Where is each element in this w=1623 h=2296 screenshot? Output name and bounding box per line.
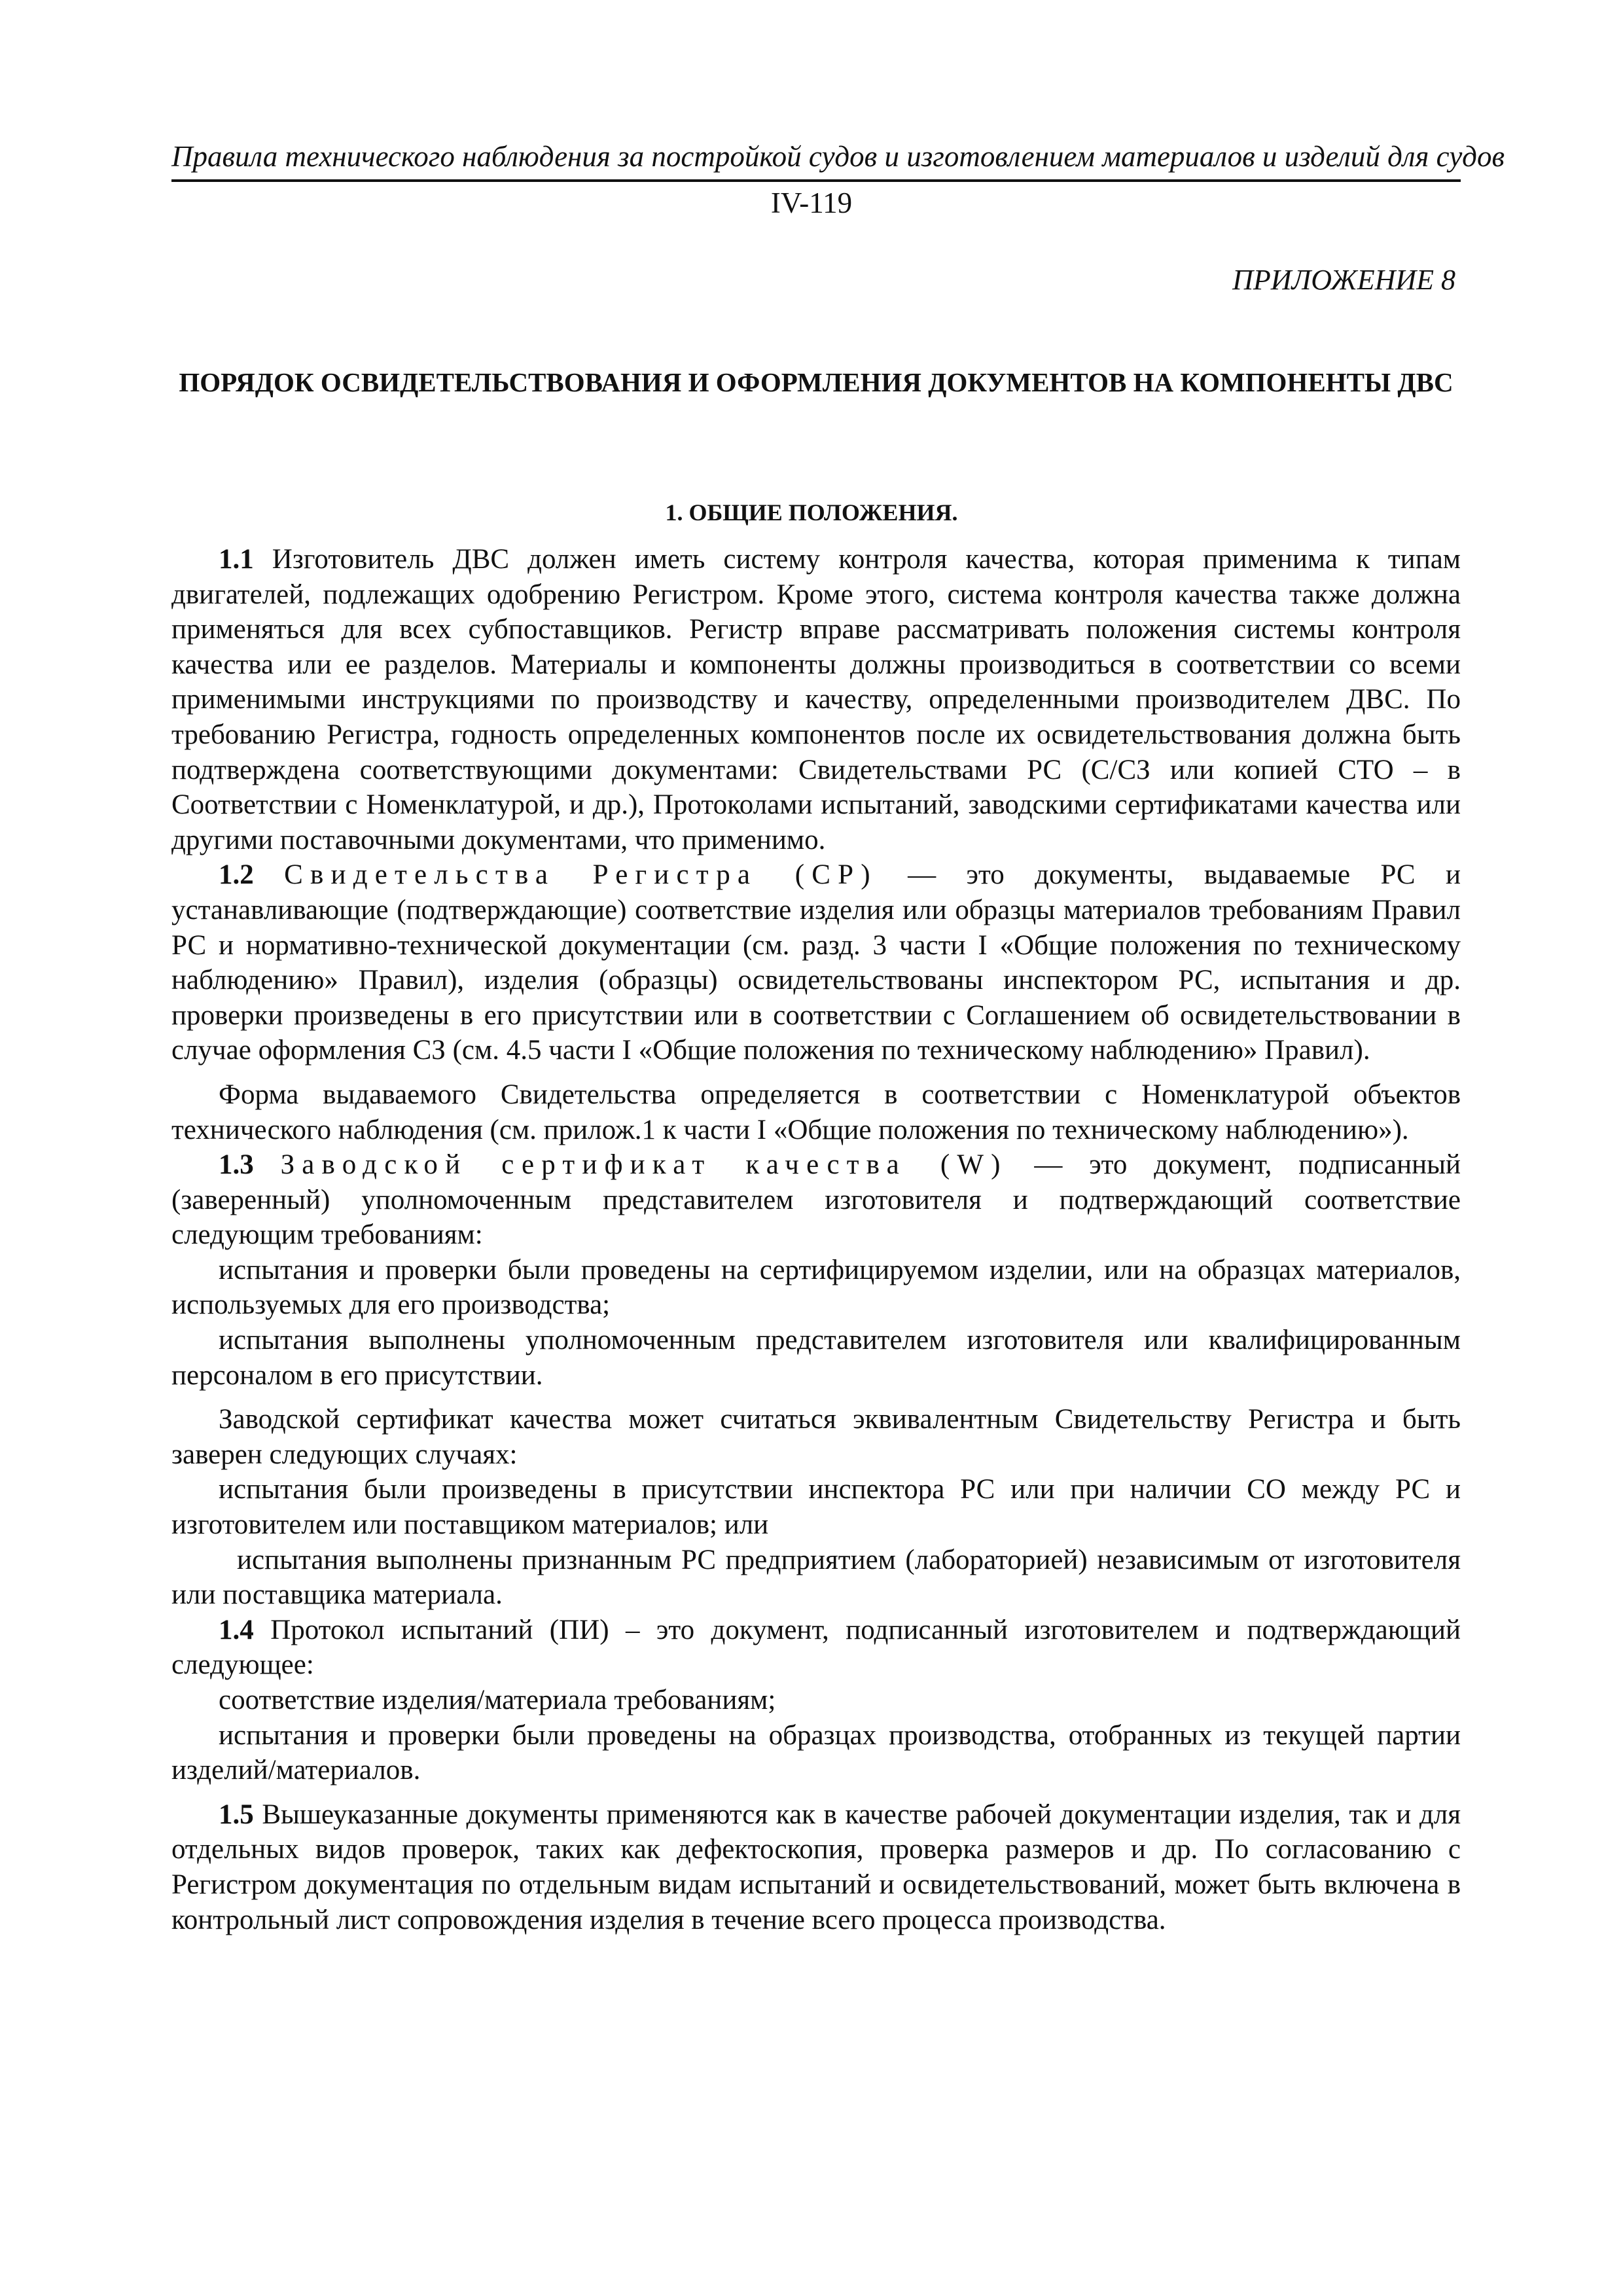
document-title: ПОРЯДОК ОСВИДЕТЕЛЬСТВОВАНИЯ И ОФОРМЛЕНИЯ ДОКУМЕНТОВ НА КОМПОНЕНТЫ ДВС [179,367,1454,397]
paragraph-text: — это документы, выдаваемые РС и устанавливающие (подтверждающие) соответствие изделия или образцы материалов требованиям Правил РС и нормативно-технической документации (см. разд. 3 части I «Общие положения по техническому наблюдению» Правил), изделия (образцы) освидетельствованы инспектором РС, испытания и др. проверки произведены в его присутствии или в соответствии с Соглашением об освидетельствовании в случае оформления СЗ (см. 4.5 части I «Общие положения по техническому наблюдению» Правил). [171,859,1461,1066]
term-registry-certificates: Свидетельства Регистра (СР) [284,859,878,891]
section-heading: 1. ОБЩИЕ ПОЛОЖЕНИЯ. [665,499,958,526]
running-header: Правила технического наблюдения за постройкой судов и изготовлением материалов и изделий для судов [171,140,1505,173]
page-number: IV-119 [770,187,853,219]
header-rule [171,179,1461,182]
paragraph-1-2-form: Форма выдаваемого Свидетельства определяется в соответствии с Номенклатурой объектов технического наблюдения (см. прилож.1 к части I «Общие положения по техническому наблюдению»). [171,1079,1461,1145]
paragraph-1-4 [171,1613,1461,1683]
paragraph-1-5 [171,1797,1461,1937]
list-item: испытания были произведены в присутствии инспектора РС или при наличии СО между РС и изготовителем или поставщиком материалов; или [171,1474,1461,1541]
paragraph-1-2 [171,857,1461,1068]
term-factory-certificate: Заводской сертификат качества (W) [280,1149,1008,1181]
appendix-label: ПРИЛОЖЕНИЕ 8 [1232,264,1455,296]
paragraph-number: 1.1 [219,544,254,575]
paragraph-1-1 [171,542,1461,857]
paragraph-text: — это документ, подписанный (заверенный) уполномоченным представителем изготовителя и подтверждающий соответствие следующим требованиям: [171,1149,1461,1251]
paragraph-number: 1.5 [219,1799,254,1830]
paragraph-1-3-equivalence: Заводской сертификат качества может считаться эквивалентным Свидетельству Регистра и быть заверен следующих случаях: [171,1404,1461,1470]
paragraph-text: Изготовитель ДВС должен иметь систему контроля качества, которая применима к типам двигателей, подлежащих одобрению Регистром. Кроме этого, система контроля качества также должна применяться для всех субпоставщиков. Регистр вправе рассматривать положения системы контроля качества или ее разделов. Материалы и компоненты должны производиться в соответствии со всеми применимыми инструкциями по производству и качеству, определенными производителем ДВС. По требованию Регистра, годность определенных компонентов после их освидетельствования должна быть подтверждена соответствующими документами: Свидетельствами РС (С/СЗ или копией СТО – в Соответствии с Номенклатурой, и др.), Протоколами испытаний, заводскими сертификатами качества или другими поставочными документами, что применимо. [171,544,1461,855]
list-item: испытания выполнены признанным РС предприятием (лабораторией) независимым от изготовителя или поставщика материала. [171,1544,1461,1611]
paragraph-number: 1.4 [219,1614,254,1645]
list-item: испытания выполнены уполномоченным представителем изготовителя или квалифицированным персоналом в его присутствии. [171,1325,1461,1391]
list-item: испытания и проверки были проведены на сертифицируемом изделии, или на образцах материалов, используемых для его производства; [171,1254,1461,1321]
list-item: соответствие изделия/материала требованиям; [219,1685,776,1715]
paragraph-1-3 [171,1147,1461,1253]
document-body [171,542,1461,1937]
paragraph-text: Вышеуказанные документы применяются как в качестве рабочей документации изделия, так и для отдельных видов проверок, таких как дефектоскопия, проверка размеров и др. По согласованию с Регистром документация по отдельным видам испытаний и освидетельствований, может быть включена в контрольный лист сопровождения изделия в течение всего процесса производства. [171,1799,1461,1935]
paragraph-number: 1.3 [219,1149,254,1181]
paragraph-text: Протокол испытаний (ПИ) – это документ, подписанный изготовителем и подтверждающий следующее: [171,1614,1461,1681]
paragraph-number: 1.2 [219,859,254,891]
list-item: испытания и проверки были проведены на образцах производства, отобранных из текущей партии изделий/материалов. [171,1719,1461,1786]
